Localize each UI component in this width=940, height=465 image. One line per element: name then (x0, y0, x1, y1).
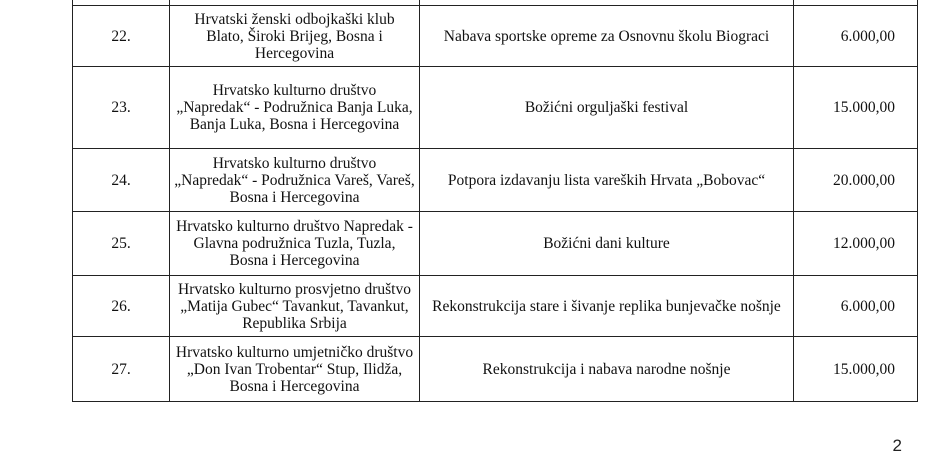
amount-cell: 6.000,00 (794, 276, 918, 337)
amount-cell: 12.000,00 (794, 212, 918, 276)
row-number: 23. (73, 67, 170, 149)
table-row (73, 149, 918, 212)
table-row (73, 276, 918, 337)
purpose-cell: Nabava sportske opreme za Osnovnu školu Biograci (420, 6, 794, 67)
row-number: 26. (73, 276, 170, 337)
purpose-cell: Rekonstrukcija i nabava narodne nošnje (420, 337, 794, 402)
table-row (73, 337, 918, 402)
organization-cell: Hrvatsko kulturno društvo „Napredak“ - Podružnica Vareš, Vareš, Bosna i Hercegovina (170, 149, 420, 212)
grants-table (72, 0, 918, 402)
purpose-cell: Božićni dani kulture (420, 212, 794, 276)
purpose-cell: Potpora izdavanju lista vareških Hrvata „Bobovac“ (420, 149, 794, 212)
row-number: 22. (73, 6, 170, 67)
row-number: 24. (73, 149, 170, 212)
organization-cell: Hrvatsko kulturno umjetničko društvo „Don Ivan Trobentar“ Stup, Ilidža, Bosna i Hercegovina (170, 337, 420, 402)
organization-cell: Hrvatsko kulturno društvo Napredak - Glavna podružnica Tuzla, Tuzla, Bosna i Hercegovina (170, 212, 420, 276)
organization-cell: Hrvatski ženski odbojkaški klub Blato, Široki Brijeg, Bosna i Hercegovina (170, 6, 420, 67)
organization-cell: Hrvatsko kulturno prosvjetno društvo „Matija Gubec“ Tavankut, Tavankut, Republika Srbija (170, 276, 420, 337)
amount-cell: 15.000,00 (794, 67, 918, 149)
purpose-cell: Božićni orguljaški festival (420, 67, 794, 149)
organization-cell: Hrvatsko kulturno društvo „Napredak“ - Podružnica Banja Luka, Banja Luka, Bosna i Hercegovina (170, 67, 420, 149)
table-row (73, 212, 918, 276)
amount-cell: 15.000,00 (794, 337, 918, 402)
table-row (73, 67, 918, 149)
page-number: 2 (892, 436, 902, 455)
amount-cell: 6.000,00 (794, 6, 918, 67)
row-number: 25. (73, 212, 170, 276)
amount-cell: 20.000,00 (794, 149, 918, 212)
table-row (73, 6, 918, 67)
purpose-cell: Rekonstrukcija stare i šivanje replika bunjevačke nošnje (420, 276, 794, 337)
row-number: 27. (73, 337, 170, 402)
